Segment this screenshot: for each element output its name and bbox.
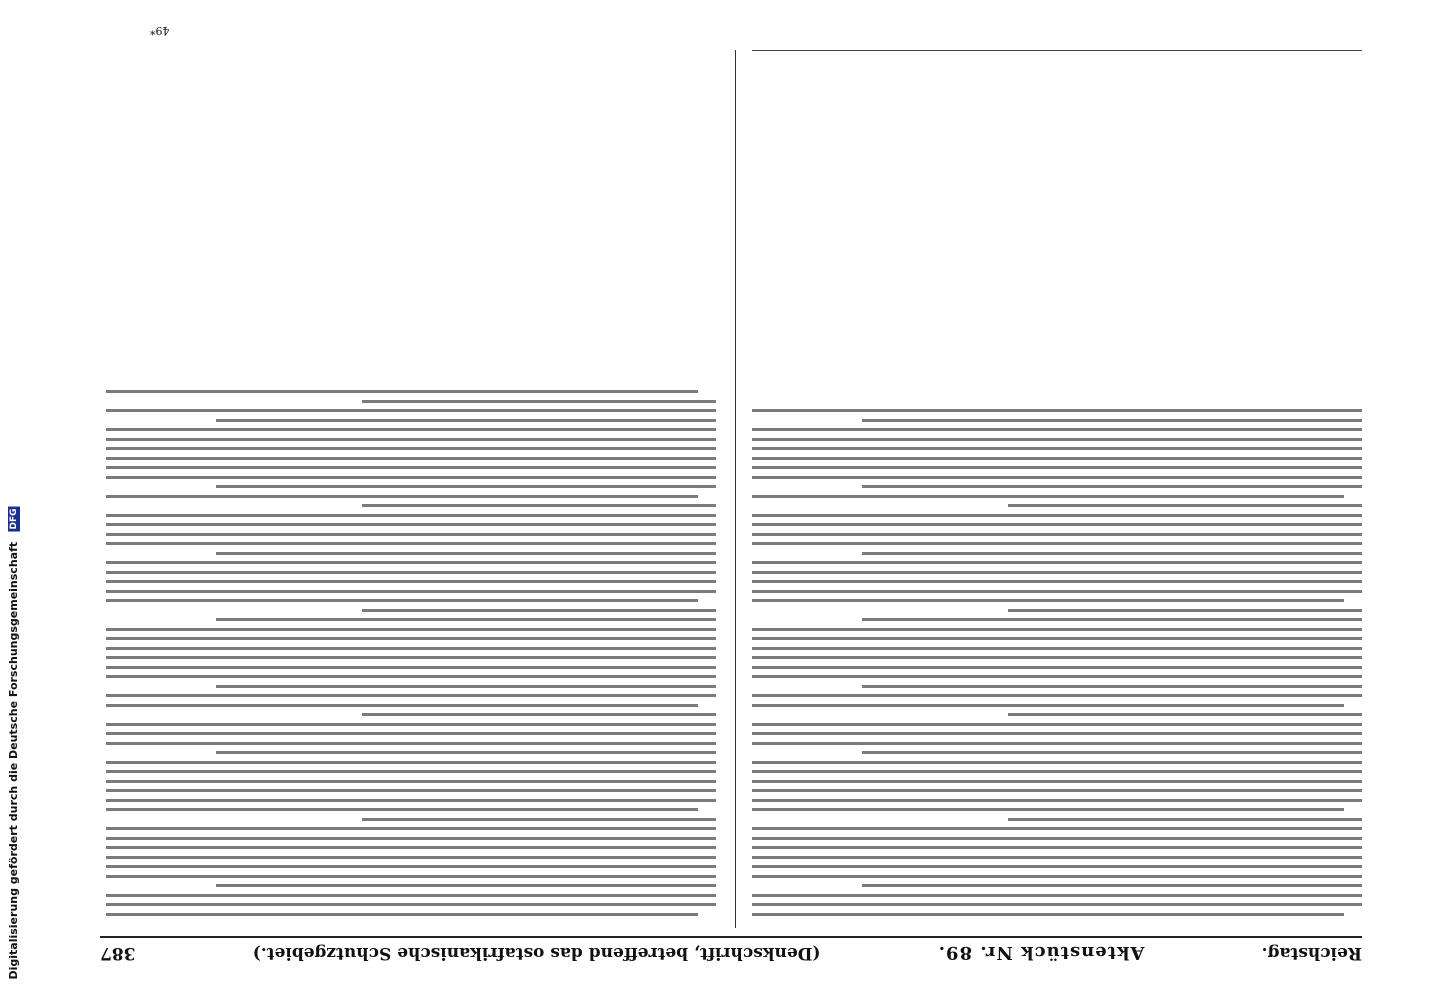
text-line: [752, 856, 1362, 859]
text-line: [216, 885, 716, 888]
running-header: [100, 936, 1362, 968]
text-line: [106, 562, 716, 565]
text-line: [106, 828, 716, 831]
text-line: [862, 552, 1362, 555]
text-line: [106, 514, 716, 517]
text-line: [106, 780, 716, 783]
text-line: [106, 448, 716, 451]
text-line: [862, 619, 1362, 622]
text-line: [752, 571, 1362, 574]
dfg-logo: DFG: [8, 509, 19, 531]
text-line: [752, 723, 1362, 726]
text-line: [106, 628, 716, 631]
text-line: [106, 638, 716, 641]
text-line: [106, 856, 716, 859]
text-line: [106, 457, 716, 460]
text-line: [106, 809, 698, 812]
text-line: [752, 448, 1362, 451]
text-line: [106, 799, 716, 802]
text-line: [862, 419, 1362, 422]
text-line: [752, 657, 1362, 660]
text-line: [862, 885, 1362, 888]
text-line: [752, 467, 1362, 470]
text-line: [106, 657, 716, 660]
footnote: [752, 46, 1362, 51]
text-line: [362, 714, 716, 717]
text-line: [752, 742, 1362, 745]
text-line: [752, 847, 1362, 850]
header-page-number: 387: [100, 943, 136, 963]
text-line: [752, 429, 1362, 432]
document-page: [70, 20, 1392, 980]
text-line: [752, 638, 1362, 641]
left-column: [752, 50, 1362, 924]
text-line: [362, 818, 716, 821]
text-line: [752, 904, 1362, 907]
text-line: [752, 828, 1362, 831]
text-line: [752, 695, 1362, 698]
text-line: [362, 505, 716, 508]
text-line: [752, 581, 1362, 584]
text-line: [752, 761, 1362, 764]
text-line: [106, 704, 698, 707]
right-illegible-text-lines: [106, 391, 716, 917]
text-line: [106, 723, 716, 726]
text-line: [1008, 714, 1362, 717]
header-right: (Denkschrift, betreffend das ostafrikanische Schutzgebiet.): [252, 943, 821, 963]
text-line: [106, 590, 716, 593]
text-line: [106, 600, 698, 603]
text-line: [216, 419, 716, 422]
text-line: [1008, 505, 1362, 508]
header-left: Reichstag.: [1261, 943, 1362, 963]
text-line: [106, 875, 716, 878]
text-line: [216, 619, 716, 622]
text-line: [752, 438, 1362, 441]
text-line: [106, 771, 716, 774]
text-line: [362, 400, 716, 403]
text-line: [106, 410, 716, 413]
text-line: [1008, 818, 1362, 821]
text-line: [106, 524, 716, 527]
text-line: [106, 676, 716, 679]
text-line: [752, 600, 1344, 603]
text-line: [106, 391, 698, 394]
text-line: [752, 628, 1362, 631]
text-line: [106, 495, 698, 498]
text-line: [752, 476, 1362, 479]
text-line: [752, 533, 1362, 536]
text-line: [106, 543, 716, 546]
text-line: [362, 609, 716, 612]
text-line: [106, 913, 698, 916]
text-line: [106, 904, 716, 907]
text-line: [106, 761, 716, 764]
credit-text: Digitalisierung gefördert durch die Deutsche Forschungsgemeinschaft: [6, 542, 20, 980]
text-line: [752, 562, 1362, 565]
text-line: [752, 590, 1362, 593]
text-line: [106, 533, 716, 536]
text-line: [216, 552, 716, 555]
text-line: [106, 866, 716, 869]
header-middle: Aktenstück Nr. 89.: [937, 942, 1145, 964]
text-line: [106, 429, 716, 432]
text-line: [752, 676, 1362, 679]
text-line: [216, 685, 716, 688]
text-line: [752, 837, 1362, 840]
text-line: [752, 875, 1362, 878]
left-illegible-text-lines: [752, 410, 1362, 917]
text-line: [862, 685, 1362, 688]
digitization-credit: [2, 20, 24, 980]
text-line: [752, 733, 1362, 736]
text-line: [106, 476, 716, 479]
text-line: [752, 771, 1362, 774]
text-line: [106, 837, 716, 840]
text-line: [106, 467, 716, 470]
text-line: [752, 524, 1362, 527]
text-line: [752, 790, 1362, 793]
text-line: [106, 847, 716, 850]
right-column: [106, 50, 716, 924]
text-line: [106, 581, 716, 584]
text-line: [752, 543, 1362, 546]
text-line: [752, 647, 1362, 650]
text-line: [752, 410, 1362, 413]
text-line: [752, 799, 1362, 802]
bottom-page-number: 49*: [150, 24, 170, 37]
text-line: [752, 780, 1362, 783]
column-divider: [735, 50, 736, 928]
text-line: [752, 913, 1344, 916]
text-line: [106, 733, 716, 736]
text-line: [106, 742, 716, 745]
text-line: [216, 752, 716, 755]
text-line: [752, 704, 1344, 707]
text-line: [752, 495, 1344, 498]
text-line: [752, 514, 1362, 517]
text-line: [862, 752, 1362, 755]
text-line: [216, 486, 716, 489]
text-line: [862, 486, 1362, 489]
text-line: [106, 695, 716, 698]
text-line: [752, 809, 1344, 812]
text-line: [106, 894, 716, 897]
text-line: [752, 866, 1362, 869]
text-line: [106, 571, 716, 574]
text-line: [106, 666, 716, 669]
text-line: [1008, 609, 1362, 612]
text-line: [106, 438, 716, 441]
text-line: [752, 666, 1362, 669]
text-line: [106, 647, 716, 650]
text-line: [752, 457, 1362, 460]
text-line: [106, 790, 716, 793]
text-line: [752, 894, 1362, 897]
